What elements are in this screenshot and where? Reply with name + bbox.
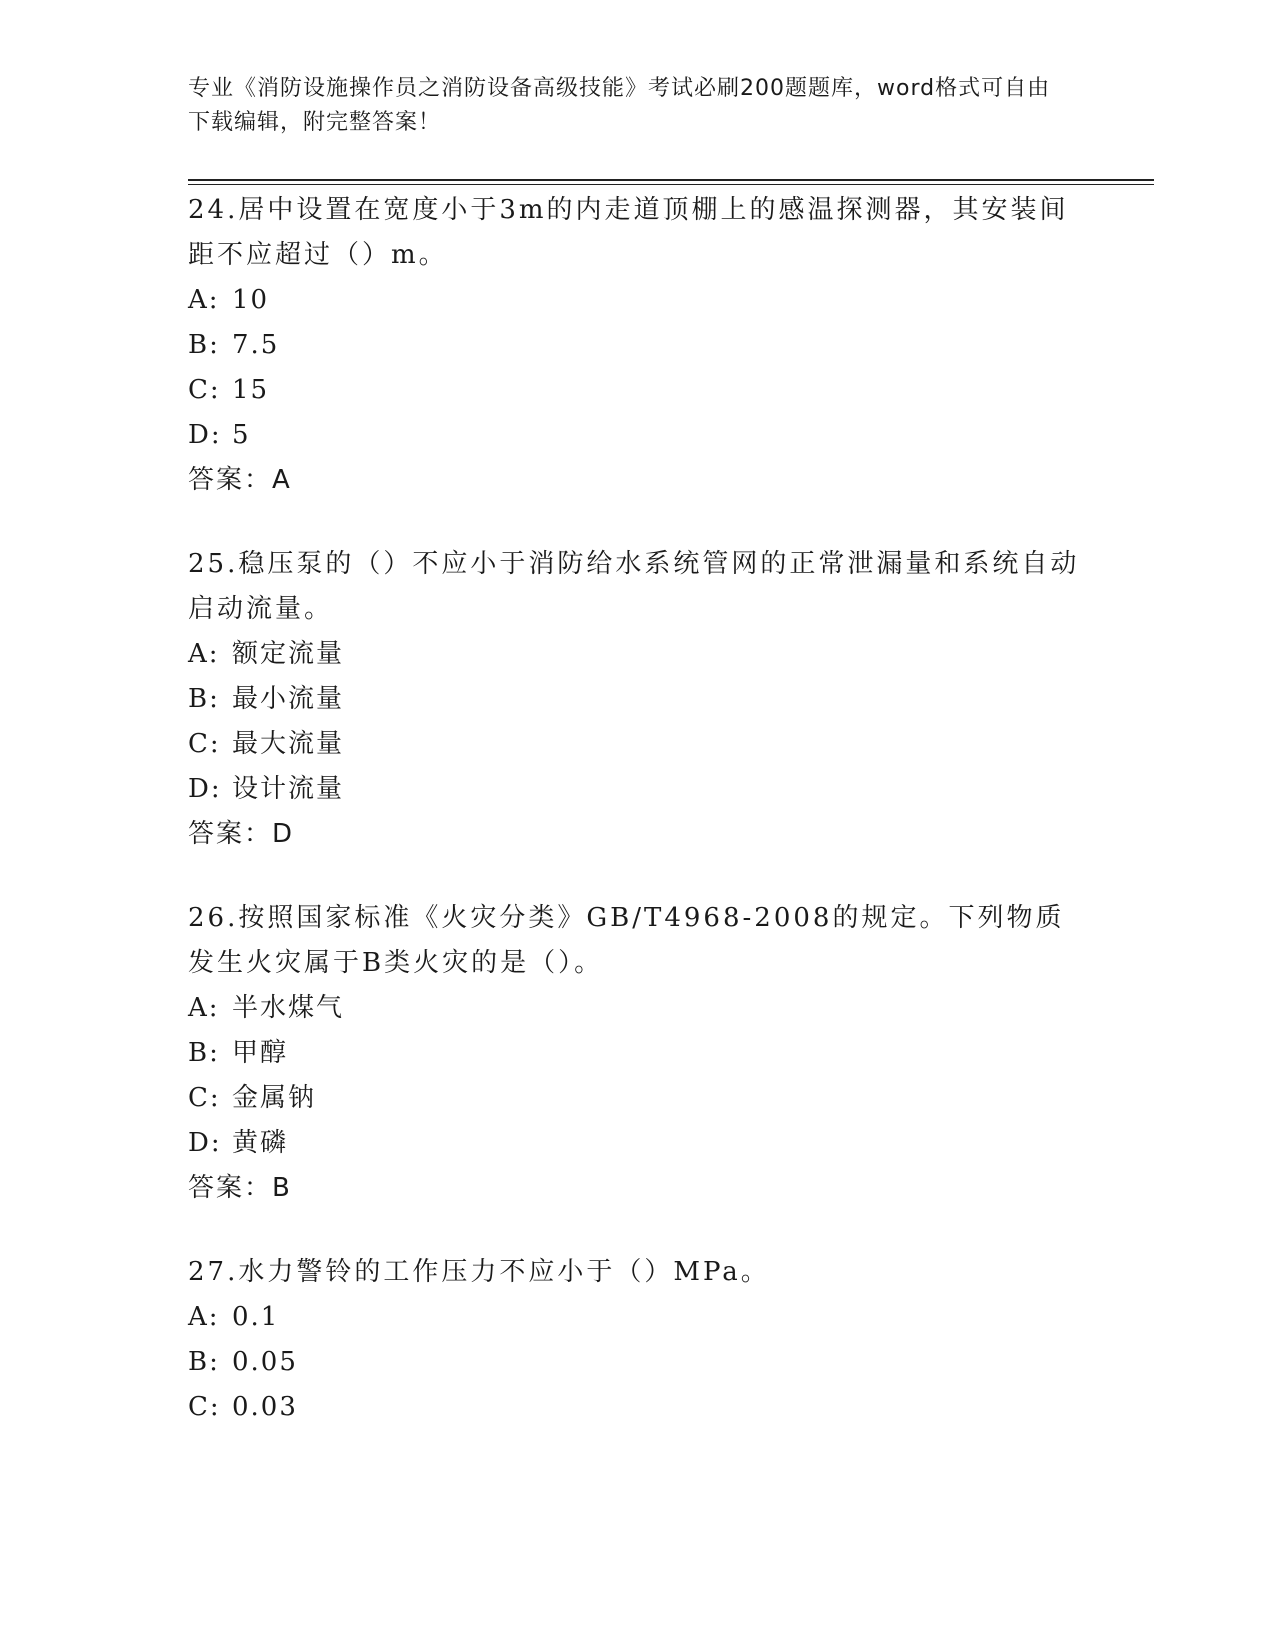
option-d — [188, 767, 1088, 812]
option-b — [188, 1031, 1088, 1076]
option-text: 0.1 — [232, 1302, 280, 1332]
option-text: 额定流量 — [232, 639, 345, 669]
option-text: 10 — [232, 285, 270, 315]
option-text: 5 — [232, 420, 251, 450]
header-divider-thin — [188, 184, 1154, 185]
option-b — [188, 323, 1088, 368]
header-divider-thick — [188, 179, 1154, 181]
option-key: C: — [188, 375, 221, 405]
question-stem: 25.稳压泵的（）不应小于消防给水系统管网的正常泄漏量和系统自动启动流量。 — [188, 549, 1080, 624]
option-key: B: — [188, 1347, 220, 1377]
option-text: 甲醇 — [232, 1038, 289, 1068]
option-b — [188, 677, 1088, 722]
option-text: 半水煤气 — [232, 993, 345, 1023]
option-d — [188, 413, 1088, 458]
option-key: A: — [188, 639, 220, 669]
answer-line: 答案：B — [188, 1173, 292, 1203]
option-key: C: — [188, 729, 221, 759]
option-key: D: — [188, 774, 222, 804]
question-stem: 24.居中设置在宽度小于3m的内走道顶棚上的感温探测器，其安装间距不应超过（）m。 — [188, 195, 1069, 270]
option-text: 设计流量 — [232, 774, 345, 804]
option-key: D: — [188, 1128, 222, 1158]
question-stem: 26.按照国家标准《火灾分类》GB/T4968-2008的规定。下列物质发生火灾属于B类火灾的是（）。 — [188, 903, 1065, 978]
document-header: 专业《消防设施操作员之消防设备高级技能》考试必刷200题题库，word格式可自由下载编辑，附完整答案！ — [188, 76, 1051, 135]
option-d — [188, 1121, 1088, 1166]
option-text: 0.05 — [232, 1347, 298, 1377]
option-key: C: — [188, 1083, 221, 1113]
option-key: A: — [188, 1302, 220, 1332]
option-a — [188, 986, 1088, 1031]
option-key: D: — [188, 420, 222, 450]
option-key: C: — [188, 1392, 221, 1422]
option-c — [188, 1076, 1088, 1121]
option-key: B: — [188, 330, 220, 360]
option-c — [188, 1385, 1088, 1430]
option-c — [188, 368, 1088, 413]
option-text: 最小流量 — [232, 684, 345, 714]
option-a — [188, 278, 1088, 323]
question-25 — [188, 542, 1088, 857]
option-a — [188, 1295, 1088, 1340]
option-key: A: — [188, 993, 220, 1023]
question-list — [188, 188, 1088, 1469]
question-27 — [188, 1250, 1088, 1430]
question-24 — [188, 188, 1088, 503]
question-26 — [188, 896, 1088, 1211]
option-text: 金属钠 — [232, 1083, 317, 1113]
option-b — [188, 1340, 1088, 1385]
option-key: A: — [188, 285, 220, 315]
answer-line: 答案：D — [188, 819, 295, 849]
option-key: B: — [188, 684, 220, 714]
option-a — [188, 632, 1088, 677]
answer-line: 答案：A — [188, 465, 292, 495]
option-text: 黄磷 — [232, 1128, 289, 1158]
option-text: 7.5 — [232, 330, 280, 360]
option-text: 最大流量 — [232, 729, 345, 759]
option-text: 15 — [232, 375, 270, 405]
question-stem: 27.水力警铃的工作压力不应小于（）MPa。 — [188, 1257, 770, 1287]
option-key: B: — [188, 1038, 220, 1068]
option-text: 0.03 — [232, 1392, 298, 1422]
option-c — [188, 722, 1088, 767]
